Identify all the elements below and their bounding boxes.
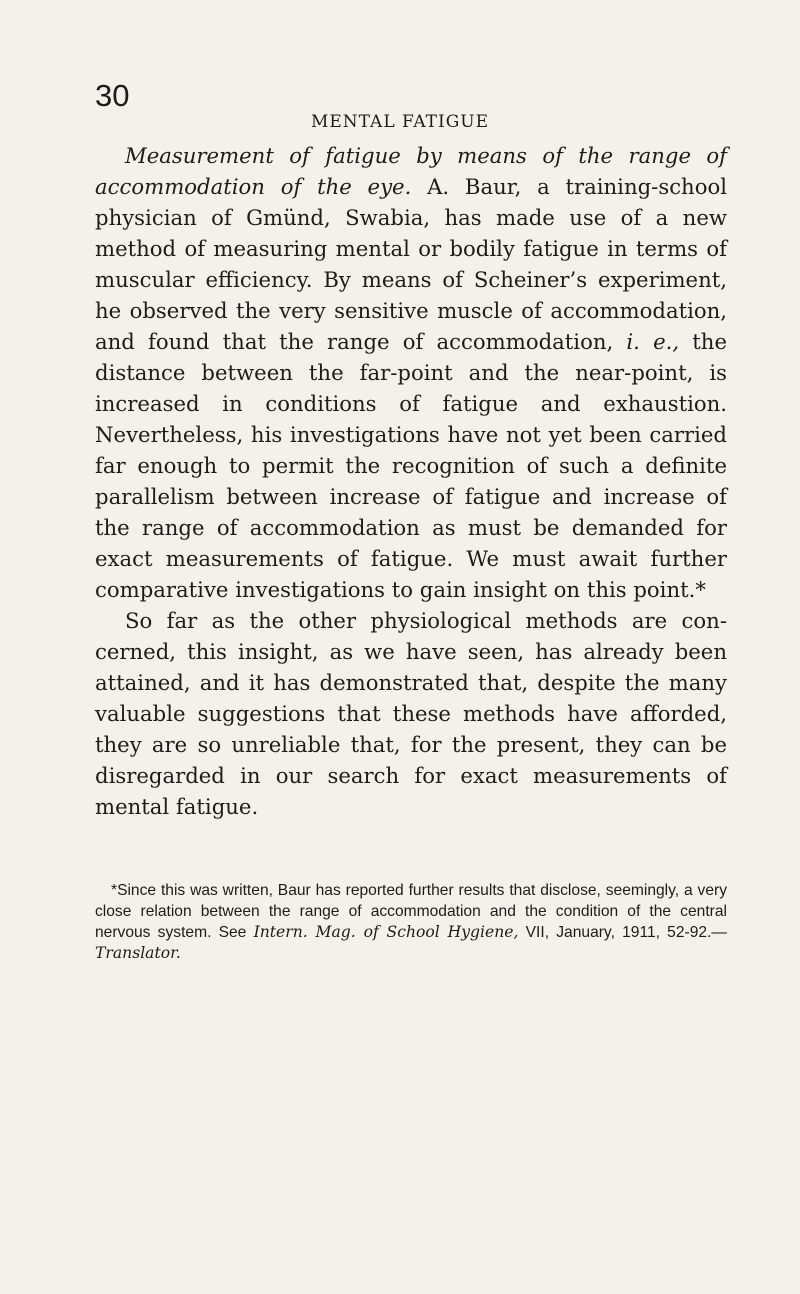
section-heading: Measurement of fatigue by means of the range of accommodation of the eye. [95, 143, 727, 199]
page-number: 30 [95, 78, 130, 113]
footnote [95, 880, 727, 964]
abbreviation: i. e., [626, 329, 680, 354]
paragraph-text: A. Baur, a training-school physician of Gmünd, Swabia, has made use of a new method of measuring mental or bodily fatigue in terms of muscular efficiency. By means of Scheiner’s experiment, he observed the very sensitive muscle of accommodation, and found that the range of accommodation, [95, 174, 727, 354]
running-head: MENTAL FATIGUE [310, 112, 490, 132]
footnote-text: *Since this was written, Baur has reported further results that disclose, seemingly, a very close relation between the range of accommodation and the condition of the central nervous system. See [95, 882, 727, 941]
footnote-paragraph [95, 880, 727, 964]
footnote-text: VII, January, 1911, 52-92.— [518, 924, 727, 941]
main-text [95, 140, 727, 822]
paragraph [95, 605, 727, 822]
paragraph-text: So far as the other physiological methods are concerned, this insight, as we have seen, has already been attained, and it has demonstrated that, despite the many valuable suggestions that these methods have afforded, they are so unreliable that, for the present, they can be disregarded in our search for exact measurements of mental fatigue. [95, 608, 727, 819]
paragraph [95, 140, 727, 605]
footnote-credit: Translator. [95, 944, 181, 962]
journal-title: Intern. Mag. of School Hygiene, [253, 923, 519, 941]
paragraph-text: the distance between the far-point and the near-point, is increased in conditions of fatigue and exhaustion. Nevertheless, his investigations have not yet been carried far enough to permit the recognition of such a definite parallelism between increase of fatigue and increase of the range of accommodation as must be demanded for exact measurements of fatigue. We must await further comparative investigations to gain insight on this point.* [95, 329, 727, 602]
